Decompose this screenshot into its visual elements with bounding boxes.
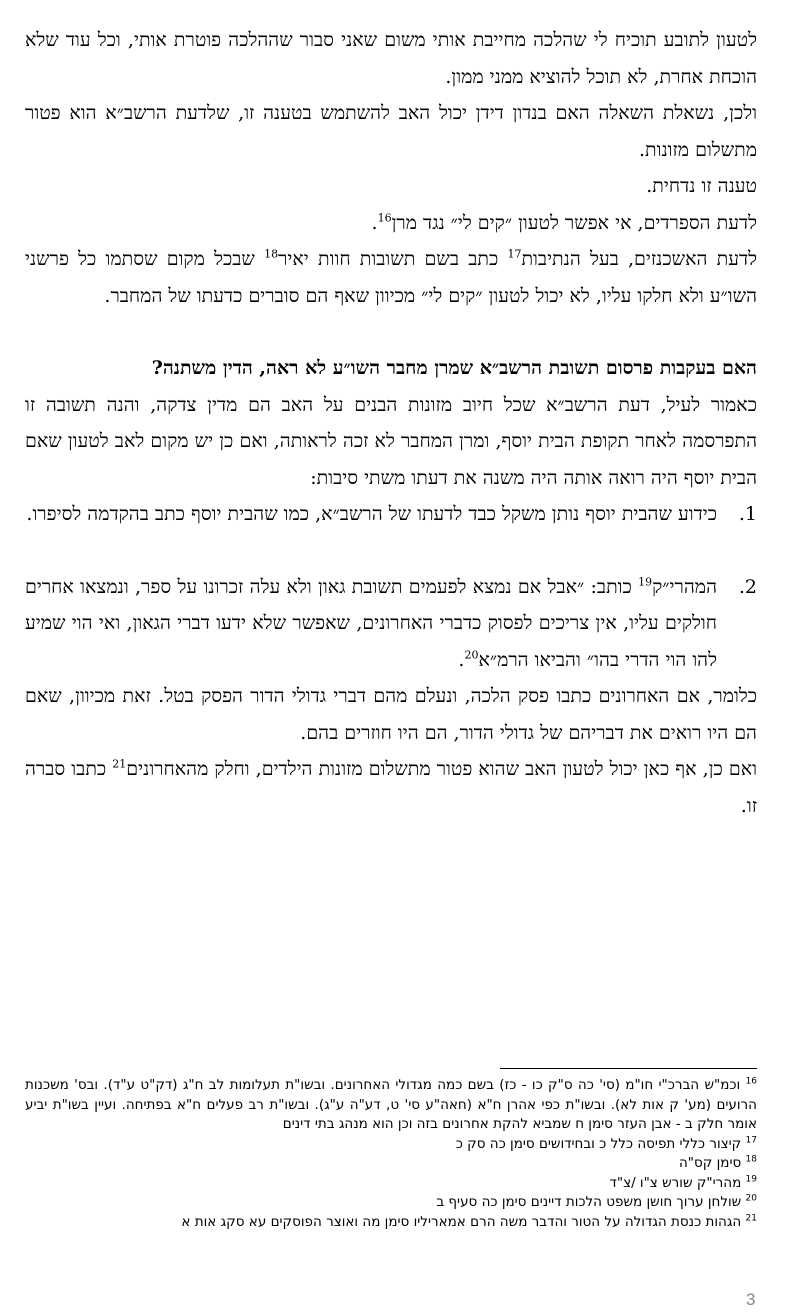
paragraph-8-b: כתבו סברה זו. (25, 758, 757, 817)
footnote-number: 18 (745, 1154, 757, 1165)
footnote-ref-21: 21 (112, 757, 127, 771)
list-item-1-text: כידוע שהבית יוסף נותן משקל כבד לדעתו של הרשב״א, כמו שהבית יוסף כתב בהקדמה לסיפרו. (26, 503, 717, 525)
page-number: 3 (746, 1290, 756, 1309)
footnote-ref-20: 20 (464, 648, 479, 662)
footnote-ref-16: 16 (377, 211, 392, 225)
footnote-number: 17 (745, 1135, 757, 1145)
footnote-17 (25, 1135, 757, 1155)
footnote-ref-19: 19 (638, 575, 653, 589)
blank-line (25, 533, 757, 569)
footnote-number: 21 (745, 1213, 757, 1223)
paragraph-5-a: לדעת האשכנזים, בעל הנתיבות (521, 248, 758, 270)
body-text (25, 22, 757, 824)
paragraph-7: כלומר, אם האחרונים כתבו פסק הלכה, ונעלם מהם דברי גדולי הדור הפסק בטל. זאת מכיוון, שאם הם היו רואים את דבריהם של גדולי הדור, הם היו חוזרים בהם. (25, 685, 757, 744)
list-item-2-end: . (458, 648, 465, 671)
footnote-number: 16 (745, 1076, 757, 1087)
footnote-text: שולחן ערוך חושן משפט הלכות דיינים סימן כה סעיף ב (436, 1194, 742, 1210)
list-item-2-b: כותב: ״אבל אם נמצא לפעמים תשובת גאון ולא עלה זכרונו על ספר, ונמצאו אחרים חולקים עליו, אין צריכים לפסוק כדברי האחרונים, שאפשר שלא ידעו דברי הגאון, ואי הוי שמיע להו הוי הדרי בהו״ והביאו הרמ״א (25, 575, 717, 671)
section-heading: האם בעקבות פרסום תשובת הרשב״א שמרן מחבר השו״ע לא ראה, הדין משתנה? (151, 357, 757, 379)
footnote-18 (25, 1154, 757, 1174)
list-number-1: 1. (738, 503, 757, 525)
paragraph-5-c: שבכל מקום שסתמו כל פרשני השו״ע ולא חלקו עליו, לא יכול לטעון ״קים לי״ מכיוון שאף הם סוברים כדעתו של המחבר. (25, 248, 757, 307)
paragraph-3: טענה זו נדחית. (646, 175, 757, 197)
footnote-21 (25, 1213, 757, 1233)
footnote-separator (500, 1068, 757, 1069)
footnote-19 (25, 1174, 757, 1194)
paragraph-8-a: ואם כן, אף כאן יכול לטעון האב שהוא פטור מתשלום מזונות הילדים, וחלק מהאחרונים (126, 758, 758, 780)
footnote-number: 19 (745, 1174, 757, 1184)
footnote-ref-17: 17 (507, 247, 522, 261)
list-item-1 (25, 496, 757, 533)
list-item-2 (25, 569, 757, 679)
footnote-text: וכמ"ש הברכ"י חו"מ (סי' כה ס"ק כו - כז) בשם כמה מגדולי האחרונים. ובשו"ת תעלומות לב ח"ג (דק"ט ע"ד). ובס' משכנות הרועים (מע' ק אות לא). ובשו"ת כפי אהרן ח"א (חאה"ע סי' ט, דע"ה ע"ג). ובשו"ת רב פעלים ח"א בפתיחה. ועיין בשו"ת יביע אומר חלק ב - אבן העזר סימן ח שמביא להקת אחרונים בזה וכן הוא מנהג בתי דינים (25, 1077, 757, 1132)
footnote-text: סימן קס"ה (678, 1155, 742, 1171)
list-item-2-a: המהרי״ק (652, 575, 717, 598)
paragraph-4-text: לדעת הספרדים, אי אפשר לטעון ״קים לי״ נגד מרן (391, 211, 757, 234)
footnote-ref-18: 18 (264, 247, 279, 261)
paragraph-8 (25, 751, 757, 824)
footnote-text: מהרי"ק שורש צ"ו /צ"ד (609, 1174, 742, 1191)
footnote-text: הגהות כנסת הגדולה על הטור והדבר משה הרם אמאריליו סימן מה ואוצר הפוסקים עא סקג אות א (181, 1213, 742, 1230)
blank-line (25, 314, 757, 350)
paragraph-6: כאמור לעיל, דעת הרשב״א שכל חיוב מזונות הבנים על האב הם מדין צדקה, והנה תשובה זו התפרסמה לאחר תקופת הבית יוסף, ומרן המחבר לא זכה לראותה, ואם כן יש מקום לאב לטעון שאם הבית יוסף היה רואה אותה היה משנה את דעתו משתי סיבות: (25, 393, 757, 489)
list-number-2: 2. (738, 575, 757, 598)
footnotes (25, 1076, 757, 1232)
paragraph-1: לטעון לתובע תוכיח לי שהלכה מחייבת אותי משום שאני סבור שההלכה פוטרת אותי, וכל עוד שלא הוכחת אחרת, לא תוכל להוציא ממני ממון. (25, 29, 757, 88)
footnote-number: 20 (745, 1193, 757, 1204)
paragraph-4 (25, 205, 757, 242)
footnote-16 (25, 1076, 757, 1135)
paragraph-5 (25, 241, 757, 314)
paragraph-5-b: כתב בשם תשובות חוות יאיר (278, 248, 508, 270)
paragraph-2: ולכן, נשאלת השאלה האם בנדון דידן יכול האב להשתמש בטענה זו, שלדעת הרשב״א הוא פטור מתשלום מזונות. (25, 102, 757, 161)
footnote-20 (25, 1193, 757, 1213)
footnote-text: קיצור כללי תפיסה כלל כ ובחידושים סימן כה סק כ (455, 1135, 742, 1152)
paragraph-4-end: . (371, 211, 378, 234)
